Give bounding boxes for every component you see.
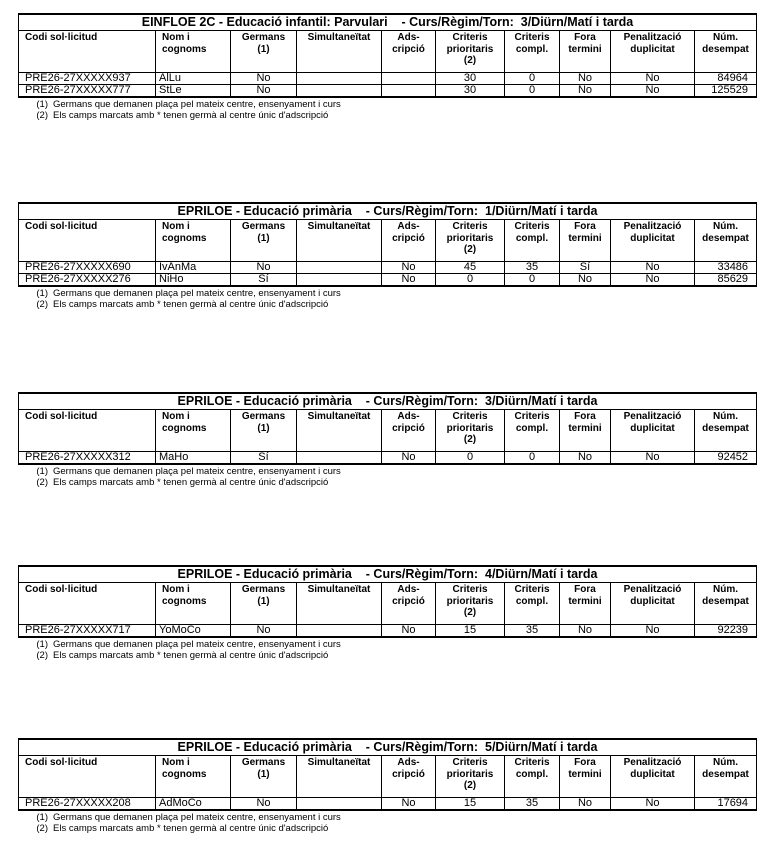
cell-adscripcio: No (382, 262, 436, 274)
section-title: EPRILOE - Educació primària - Curs/Règim/Torn: 4/Diürn/Matí i tarda (19, 566, 757, 583)
cell-criteris: 30 (436, 85, 505, 98)
cell-simultaneitat (297, 85, 382, 98)
cell-adscripcio: No (382, 798, 436, 811)
admission-section (18, 13, 756, 121)
cell-desempat: 92452 (695, 452, 757, 465)
col-germans: Germans (1) (231, 410, 297, 452)
footnote-2 (18, 823, 756, 834)
col-compl: Criteris compl. (505, 583, 560, 625)
cell-compl: 35 (505, 625, 560, 638)
col-adscripcio: Ads- cripció (382, 410, 436, 452)
cell-codi: PRE26-27XXXXX208 (19, 798, 156, 811)
col-criteris: Criteris prioritaris (2) (436, 756, 505, 798)
col-compl: Criteris compl. (505, 410, 560, 452)
col-codi: Codi sol·licitud (19, 410, 156, 452)
col-codi: Codi sol·licitud (19, 583, 156, 625)
col-adscripcio: Ads- cripció (382, 756, 436, 798)
cell-criteris: 45 (436, 262, 505, 274)
col-adscripcio: Ads- cripció (382, 583, 436, 625)
footnote-1 (18, 639, 756, 650)
cell-germans: No (231, 798, 297, 811)
col-adscripcio: Ads- cripció (382, 220, 436, 262)
col-criteris: Criteris prioritaris (2) (436, 220, 505, 262)
footnote-number: (1) (36, 466, 48, 477)
admission-section (18, 565, 756, 661)
cell-fora: No (560, 625, 611, 638)
cell-penalitzacio: No (611, 274, 695, 287)
col-simultaneitat: Simultaneïtat (297, 583, 382, 625)
col-desempat: Núm. desempat (695, 220, 757, 262)
col-adscripcio: Ads- cripció (382, 31, 436, 73)
col-desempat: Núm. desempat (695, 583, 757, 625)
cell-compl: 0 (505, 452, 560, 465)
cell-codi: PRE26-27XXXXX777 (19, 85, 156, 98)
cell-nom: IvAnMa (156, 262, 231, 274)
cell-criteris: 15 (436, 798, 505, 811)
cell-germans: Sí (231, 274, 297, 287)
footnote-2 (18, 650, 756, 661)
cell-codi: PRE26-27XXXXX312 (19, 452, 156, 465)
cell-germans: No (231, 73, 297, 85)
cell-nom: YoMoCo (156, 625, 231, 638)
footnote-number: (1) (36, 99, 48, 110)
cell-simultaneitat (297, 798, 382, 811)
column-header-row (19, 756, 757, 798)
col-penalitzacio: Penalització duplicitat (611, 756, 695, 798)
column-header-row (19, 410, 757, 452)
col-simultaneitat: Simultaneïtat (297, 756, 382, 798)
cell-fora: No (560, 73, 611, 85)
cell-adscripcio: No (382, 452, 436, 465)
admission-table (18, 13, 757, 98)
col-penalitzacio: Penalització duplicitat (611, 220, 695, 262)
footnote-text: Els camps marcats amb * tenen germà al centre únic d'adscripció (53, 110, 329, 121)
table-row (19, 262, 757, 274)
cell-nom: AdMoCo (156, 798, 231, 811)
footnote-2 (18, 110, 756, 121)
section-title: EINFLOE 2C - Educació infantil: Parvulari - Curs/Règim/Torn: 3/Diürn/Matí i tarda (19, 14, 757, 31)
cell-simultaneitat (297, 262, 382, 274)
footnote-1 (18, 99, 756, 110)
cell-desempat: 84964 (695, 73, 757, 85)
col-fora: Fora termini (560, 31, 611, 73)
cell-penalitzacio: No (611, 625, 695, 638)
footnote-1 (18, 466, 756, 477)
footnote-text: Germans que demanen plaça pel mateix centre, ensenyament i curs (53, 288, 341, 299)
footnote-2 (18, 299, 756, 310)
col-germans: Germans (1) (231, 583, 297, 625)
cell-penalitzacio: No (611, 452, 695, 465)
col-desempat: Núm. desempat (695, 31, 757, 73)
col-fora: Fora termini (560, 756, 611, 798)
footnote-number: (2) (36, 650, 48, 661)
cell-adscripcio (382, 85, 436, 98)
cell-fora: No (560, 452, 611, 465)
column-header-row (19, 31, 757, 73)
footnote-number: (1) (36, 288, 48, 299)
cell-compl: 0 (505, 73, 560, 85)
col-nom: Nom i cognoms (156, 583, 231, 625)
col-compl: Criteris compl. (505, 31, 560, 73)
table-row (19, 798, 757, 811)
col-simultaneitat: Simultaneïtat (297, 410, 382, 452)
col-fora: Fora termini (560, 410, 611, 452)
table-row (19, 73, 757, 85)
footnote-text: Els camps marcats amb * tenen germà al centre únic d'adscripció (53, 650, 329, 661)
col-simultaneitat: Simultaneïtat (297, 31, 382, 73)
admission-section (18, 738, 756, 834)
footnotes (18, 288, 756, 310)
cell-compl: 0 (505, 85, 560, 98)
column-header-row (19, 220, 757, 262)
footnote-text: Germans que demanen plaça pel mateix centre, ensenyament i curs (53, 99, 341, 110)
cell-germans: No (231, 85, 297, 98)
col-codi: Codi sol·licitud (19, 31, 156, 73)
table-row (19, 452, 757, 465)
cell-desempat: 33486 (695, 262, 757, 274)
col-compl: Criteris compl. (505, 220, 560, 262)
cell-codi: PRE26-27XXXXX717 (19, 625, 156, 638)
table-row (19, 625, 757, 638)
footnotes (18, 99, 756, 121)
col-nom: Nom i cognoms (156, 31, 231, 73)
cell-adscripcio (382, 73, 436, 85)
cell-penalitzacio: No (611, 262, 695, 274)
col-penalitzacio: Penalització duplicitat (611, 583, 695, 625)
footnote-number: (2) (36, 477, 48, 488)
footnotes (18, 812, 756, 834)
admission-table (18, 392, 757, 465)
col-codi: Codi sol·licitud (19, 756, 156, 798)
section-title: EPRILOE - Educació primària - Curs/Règim/Torn: 3/Diürn/Matí i tarda (19, 393, 757, 410)
col-fora: Fora termini (560, 220, 611, 262)
footnote-number: (2) (36, 110, 48, 121)
admission-table (18, 738, 757, 811)
cell-compl: 35 (505, 262, 560, 274)
cell-compl: 0 (505, 274, 560, 287)
cell-desempat: 85629 (695, 274, 757, 287)
footnote-text: Els camps marcats amb * tenen germà al centre únic d'adscripció (53, 823, 329, 834)
footnote-number: (2) (36, 823, 48, 834)
cell-fora: No (560, 85, 611, 98)
cell-germans: No (231, 625, 297, 638)
footnotes (18, 639, 756, 661)
col-germans: Germans (1) (231, 756, 297, 798)
admission-table (18, 565, 757, 638)
footnote-number: (2) (36, 299, 48, 310)
cell-adscripcio: No (382, 274, 436, 287)
col-criteris: Criteris prioritaris (2) (436, 31, 505, 73)
cell-nom: StLe (156, 85, 231, 98)
cell-criteris: 0 (436, 274, 505, 287)
cell-simultaneitat (297, 274, 382, 287)
cell-simultaneitat (297, 73, 382, 85)
footnote-text: Germans que demanen plaça pel mateix centre, ensenyament i curs (53, 466, 341, 477)
section-title: EPRILOE - Educació primària - Curs/Règim/Torn: 1/Diürn/Matí i tarda (19, 203, 757, 220)
cell-fora: No (560, 274, 611, 287)
footnote-text: Germans que demanen plaça pel mateix centre, ensenyament i curs (53, 639, 341, 650)
cell-nom: MaHo (156, 452, 231, 465)
cell-desempat: 92239 (695, 625, 757, 638)
cell-simultaneitat (297, 452, 382, 465)
footnote-1 (18, 288, 756, 299)
cell-desempat: 17694 (695, 798, 757, 811)
cell-fora: No (560, 798, 611, 811)
col-desempat: Núm. desempat (695, 410, 757, 452)
admission-table (18, 202, 757, 287)
cell-nom: AlLu (156, 73, 231, 85)
cell-codi: PRE26-27XXXXX276 (19, 274, 156, 287)
cell-criteris: 30 (436, 73, 505, 85)
col-nom: Nom i cognoms (156, 410, 231, 452)
col-nom: Nom i cognoms (156, 756, 231, 798)
col-fora: Fora termini (560, 583, 611, 625)
footnote-text: Germans que demanen plaça pel mateix centre, ensenyament i curs (53, 812, 341, 823)
col-codi: Codi sol·licitud (19, 220, 156, 262)
cell-penalitzacio: No (611, 85, 695, 98)
cell-germans: Sí (231, 452, 297, 465)
footnote-text: Els camps marcats amb * tenen germà al centre únic d'adscripció (53, 477, 329, 488)
col-compl: Criteris compl. (505, 756, 560, 798)
footnote-number: (1) (36, 639, 48, 650)
col-criteris: Criteris prioritaris (2) (436, 583, 505, 625)
table-row (19, 85, 757, 98)
cell-simultaneitat (297, 625, 382, 638)
cell-penalitzacio: No (611, 73, 695, 85)
table-row (19, 274, 757, 287)
cell-germans: No (231, 262, 297, 274)
cell-nom: NiHo (156, 274, 231, 287)
footnote-text: Els camps marcats amb * tenen germà al centre únic d'adscripció (53, 299, 329, 310)
col-criteris: Criteris prioritaris (2) (436, 410, 505, 452)
cell-codi: PRE26-27XXXXX690 (19, 262, 156, 274)
cell-compl: 35 (505, 798, 560, 811)
cell-desempat: 125529 (695, 85, 757, 98)
cell-fora: Sí (560, 262, 611, 274)
admission-section (18, 392, 756, 488)
col-nom: Nom i cognoms (156, 220, 231, 262)
column-header-row (19, 583, 757, 625)
col-germans: Germans (1) (231, 31, 297, 73)
cell-codi: PRE26-27XXXXX937 (19, 73, 156, 85)
cell-penalitzacio: No (611, 798, 695, 811)
col-penalitzacio: Penalització duplicitat (611, 410, 695, 452)
admission-section (18, 202, 756, 310)
footnote-2 (18, 477, 756, 488)
cell-adscripcio: No (382, 625, 436, 638)
cell-criteris: 15 (436, 625, 505, 638)
cell-criteris: 0 (436, 452, 505, 465)
section-title: EPRILOE - Educació primària - Curs/Règim/Torn: 5/Diürn/Matí i tarda (19, 739, 757, 756)
footnotes (18, 466, 756, 488)
col-simultaneitat: Simultaneïtat (297, 220, 382, 262)
footnote-1 (18, 812, 756, 823)
col-desempat: Núm. desempat (695, 756, 757, 798)
col-penalitzacio: Penalització duplicitat (611, 31, 695, 73)
footnote-number: (1) (36, 812, 48, 823)
col-germans: Germans (1) (231, 220, 297, 262)
